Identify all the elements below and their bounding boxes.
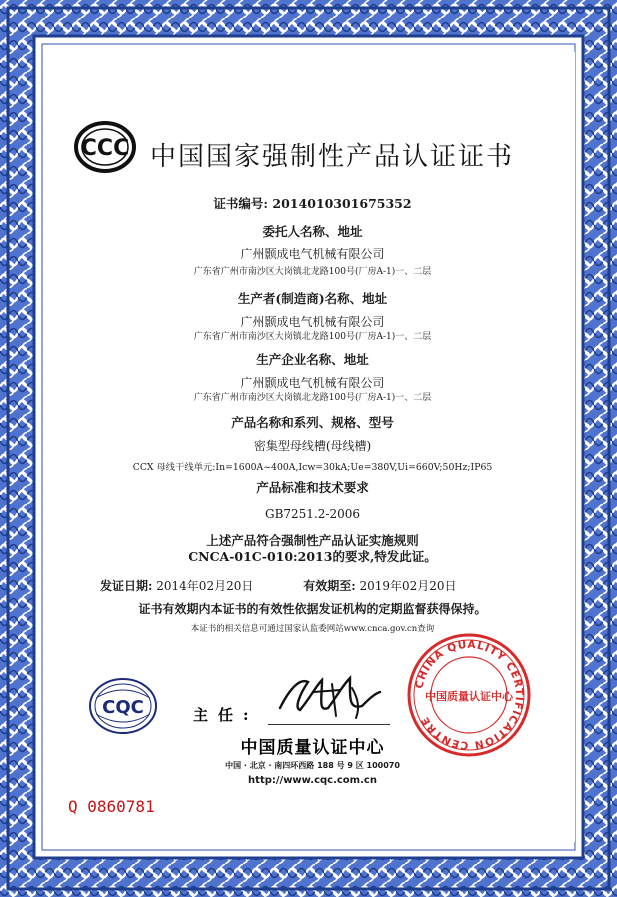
client-heading: 委托人名称、地址 xyxy=(262,224,363,239)
organization-name: 中国质量认证中心 xyxy=(240,738,385,758)
manufacturer-address: 广东省广州市南沙区大岗镇北龙路100号(厂房A-1)一、二层 xyxy=(193,332,432,342)
svg-text:CHINA QUALITY CERTIFICATION CE: CHINA QUALITY CERTIFICATION CENTRE xyxy=(413,638,526,752)
manufacturer-name: 广州颢成电气机械有限公司 xyxy=(240,315,385,329)
validity-note: 证书有效期内本证书的有效性依据发证机构的定期监督获得保持。 xyxy=(138,602,487,616)
factory-address: 广东省广州市南沙区大岗镇北龙路100号(厂房A-1)一、二层 xyxy=(193,393,432,403)
statement-line-1: 上述产品符合强制性产品认证实施规则 xyxy=(206,533,419,548)
product-heading: 产品名称和系列、规格、型号 xyxy=(231,415,394,430)
serial-number: Q 0860781 xyxy=(68,797,155,816)
product-spec: CCX 母线干线单元:In=1600A~400A,Icw=30kA;Ue=380V,Ui=660V;50Hz;IP65 xyxy=(132,462,493,473)
ccc-logo xyxy=(74,121,136,173)
svg-text:CQC: CQC xyxy=(102,697,144,718)
director-signature xyxy=(270,668,388,724)
website-note: 本证书的相关信息可通过国家认监委网站www.cnca.gov.cn查询 xyxy=(190,624,435,634)
issue-date: 发证日期: 2014年02月20日 xyxy=(100,579,254,593)
client-name: 广州颢成电气机械有限公司 xyxy=(240,247,385,261)
manufacturer-heading: 生产者(制造商)名称、地址 xyxy=(237,291,388,306)
director-label: 主任: xyxy=(193,706,259,724)
organization-url: http://www.cqc.com.cn xyxy=(248,775,377,786)
factory-name: 广州颢成电气机械有限公司 xyxy=(240,376,385,390)
product-name: 密集型母线槽(母线槽) xyxy=(253,439,372,453)
signature-line xyxy=(268,724,390,725)
organization-address: 中国 · 北京 · 南四环西路 188 号 9 区 100070 xyxy=(225,761,400,770)
client-address: 广东省广州市南沙区大岗镇北龙路100号(厂房A-1)一、二层 xyxy=(193,267,432,277)
certificate-title: 中国国家强制性产品认证证书 xyxy=(150,142,515,172)
svg-text:CCC: CCC xyxy=(80,136,130,161)
expiry-date: 有效期至: 2019年02月20日 xyxy=(303,579,457,593)
svg-text:中国质量认证中心: 中国质量认证中心 xyxy=(425,690,513,703)
dates-row xyxy=(100,577,530,594)
factory-heading: 生产企业名称、地址 xyxy=(256,352,369,367)
statement-line-2: CNCA-01C-010:2013的要求,特发此证。 xyxy=(188,549,437,564)
standard-value: GB7251.2-2006 xyxy=(265,507,360,521)
cqc-logo xyxy=(88,676,158,736)
standard-heading: 产品标准和技术要求 xyxy=(256,480,369,495)
certificate-number: 证书编号: 2014010301675352 xyxy=(213,196,412,211)
